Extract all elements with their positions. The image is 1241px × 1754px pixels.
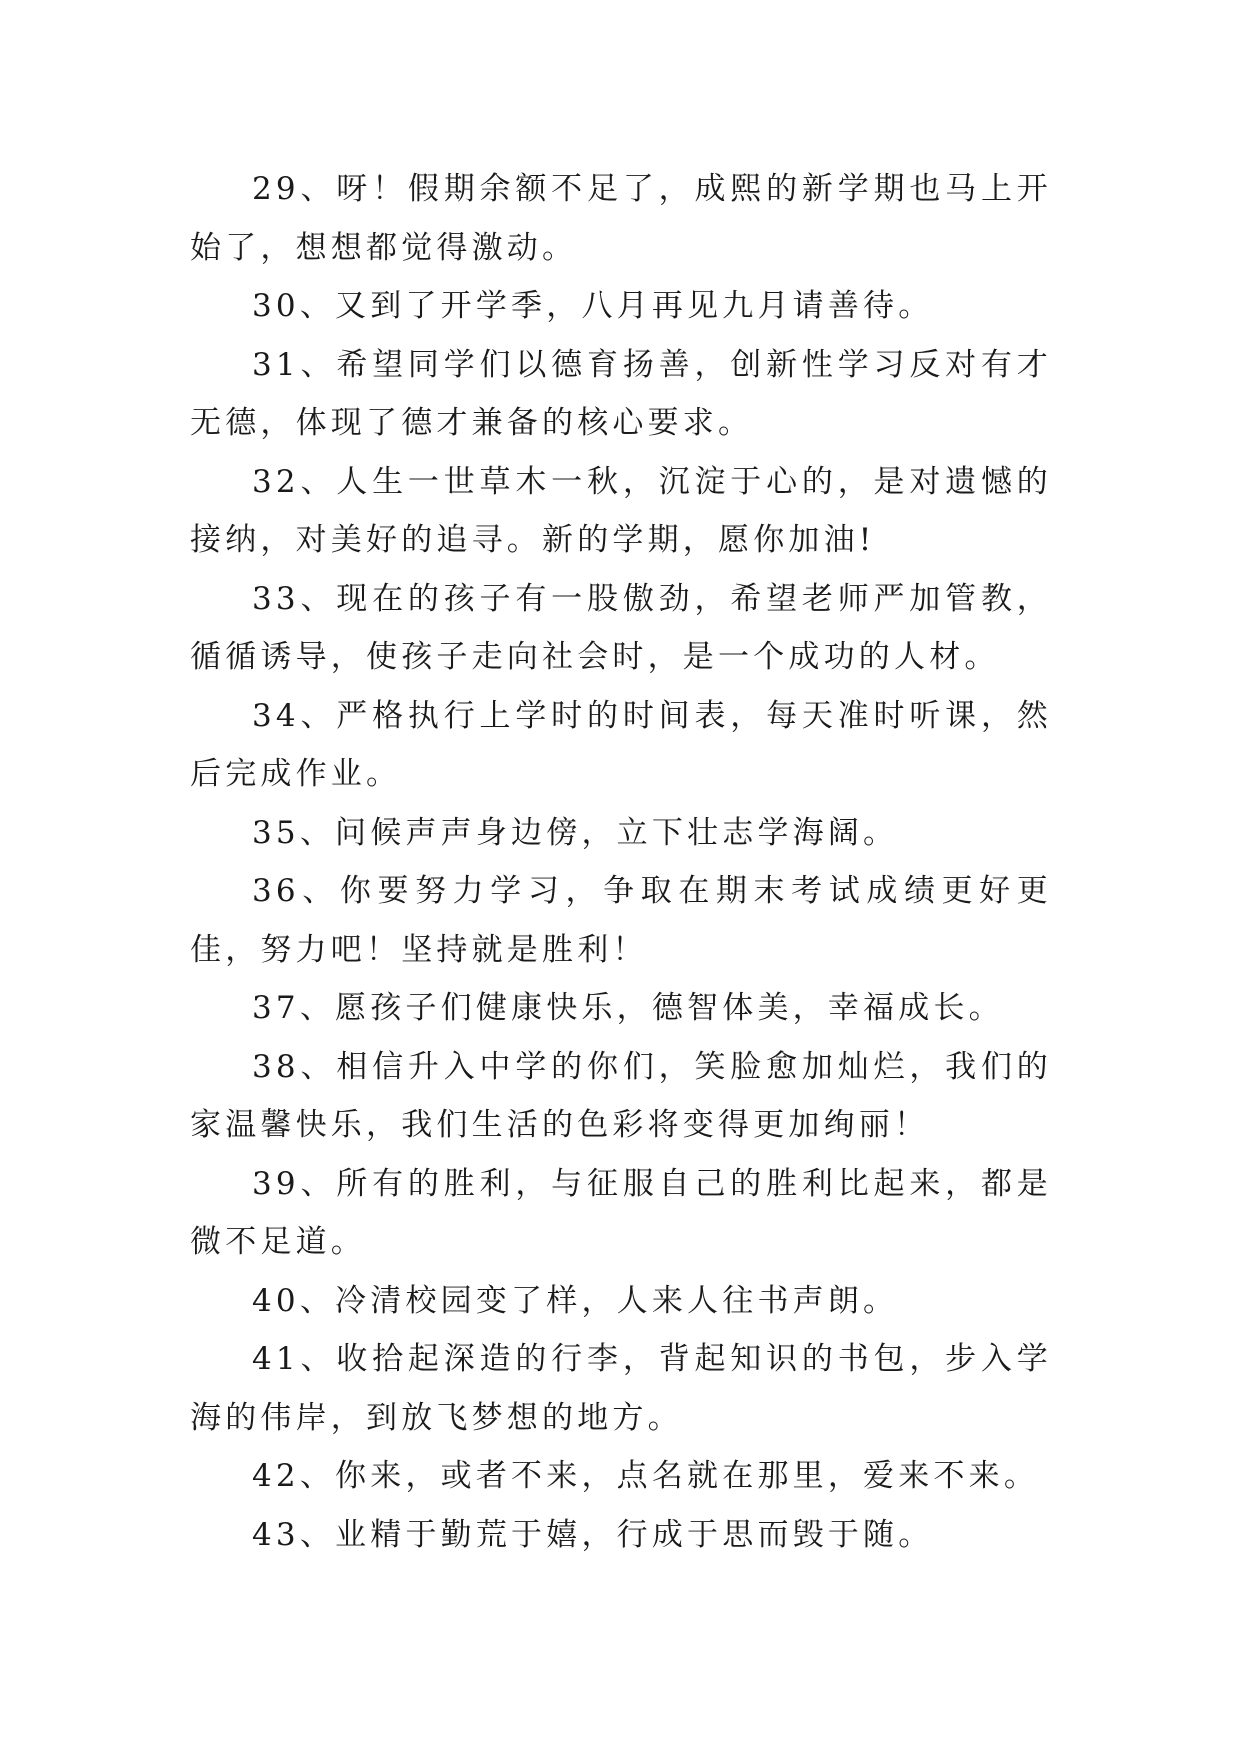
paragraph-43: 43、业精于勤荒于嬉，行成于思而毁于随。 bbox=[252, 1516, 934, 1553]
paragraph-34: 34、严格执行上学时的时间表，每天准时听课，然后完成作业。 bbox=[190, 697, 1052, 792]
paragraph-40: 40、冷清校园变了样，人来人往书声朗。 bbox=[252, 1282, 899, 1319]
paragraph-29: 29、呀！假期余额不足了，成熙的新学期也马上开始了，想想都觉得激动。 bbox=[190, 171, 1052, 266]
paragraph-42: 42、你来，或者不来，点名就在那里，爱来不来。 bbox=[252, 1458, 1040, 1494]
paragraph-41: 41、收拾起深造的行李，背起知识的书包，步入学海的伟岸，到放飞梦想的地方。 bbox=[190, 1341, 1052, 1436]
paragraph-39: 39、所有的胜利，与征服自己的胜利比起来，都是微不足道。 bbox=[190, 1165, 1052, 1260]
paragraph-38: 38、相信升入中学的你们，笑脸愈加灿烂，我们的家温馨快乐，我们生活的色彩将变得更加绚丽！ bbox=[190, 1048, 1052, 1143]
paragraph-30: 30、又到了开学季，八月再见九月请善待。 bbox=[252, 288, 934, 324]
paragraph-33: 33、现在的孩子有一股傲劲，希望老师严加管教，循循诱导，使孩子走向社会时，是一个成功的人材。 bbox=[190, 580, 1052, 675]
paragraph-35: 35、问候声声身边傍，立下壮志学海阔。 bbox=[252, 814, 899, 851]
paragraph-31: 31、希望同学们以德育扬善，创新性学习反对有才无德，体现了德才兼备的核心要求。 bbox=[190, 346, 1052, 441]
paragraph-36: 36、你要努力学习，争取在期末考试成绩更好更佳，努力吧！坚持就是胜利！ bbox=[190, 873, 1052, 968]
paragraph-37: 37、愿孩子们健康快乐，德智体美，幸福成长。 bbox=[252, 990, 1004, 1026]
paragraph-32: 32、人生一世草木一秋，沉淀于心的，是对遗憾的接纳，对美好的追寻。新的学期，愿你加油! bbox=[190, 463, 1052, 558]
document-body bbox=[190, 160, 1052, 1564]
